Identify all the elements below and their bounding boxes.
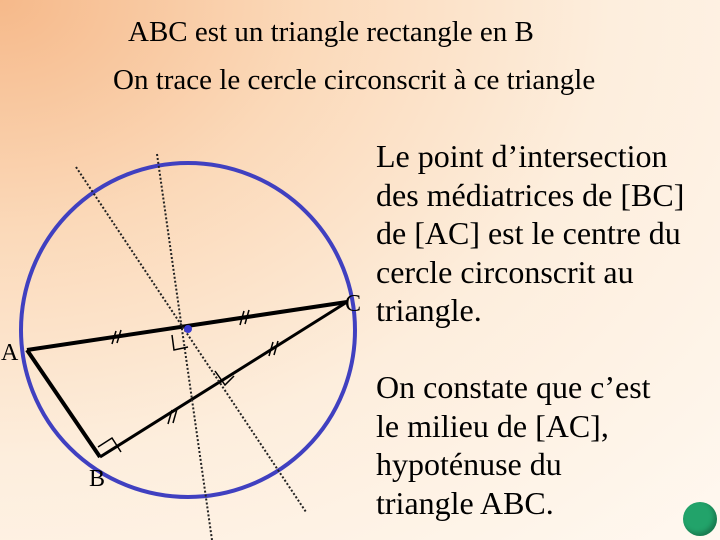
paragraph-line: triangle. xyxy=(376,292,482,328)
perpendicular-bisector-bc xyxy=(76,167,306,512)
center-point xyxy=(184,325,192,333)
explanation-paragraph-1 xyxy=(376,137,684,330)
title-line-2: On trace le cercle circonscrit à ce triangle xyxy=(113,64,596,96)
title-line-1: ABC est un triangle rectangle en B xyxy=(128,16,534,48)
point-label-b: B xyxy=(89,466,106,492)
point-label-c: C xyxy=(345,291,362,317)
right-angle-mark-bisector-ac xyxy=(172,335,188,350)
paragraph-line: des médiatrices de [BC] xyxy=(376,176,685,213)
paragraph-line: Le point d’intersection xyxy=(376,138,668,174)
paragraph-line: le milieu de [AC], xyxy=(376,407,609,444)
paragraph-line: triangle ABC. xyxy=(376,484,554,521)
point-label-a: A xyxy=(1,340,19,366)
next-slide-button[interactable] xyxy=(683,502,717,536)
paragraph-line: cercle circonscrit au xyxy=(376,253,634,290)
paragraph-line: On constate que c’est xyxy=(376,369,651,405)
explanation-paragraph-2 xyxy=(376,368,651,522)
side-bc xyxy=(100,302,347,457)
paragraph-line: hypoténuse du xyxy=(376,446,562,482)
paragraph-line: de [AC] est le centre du xyxy=(376,215,681,251)
